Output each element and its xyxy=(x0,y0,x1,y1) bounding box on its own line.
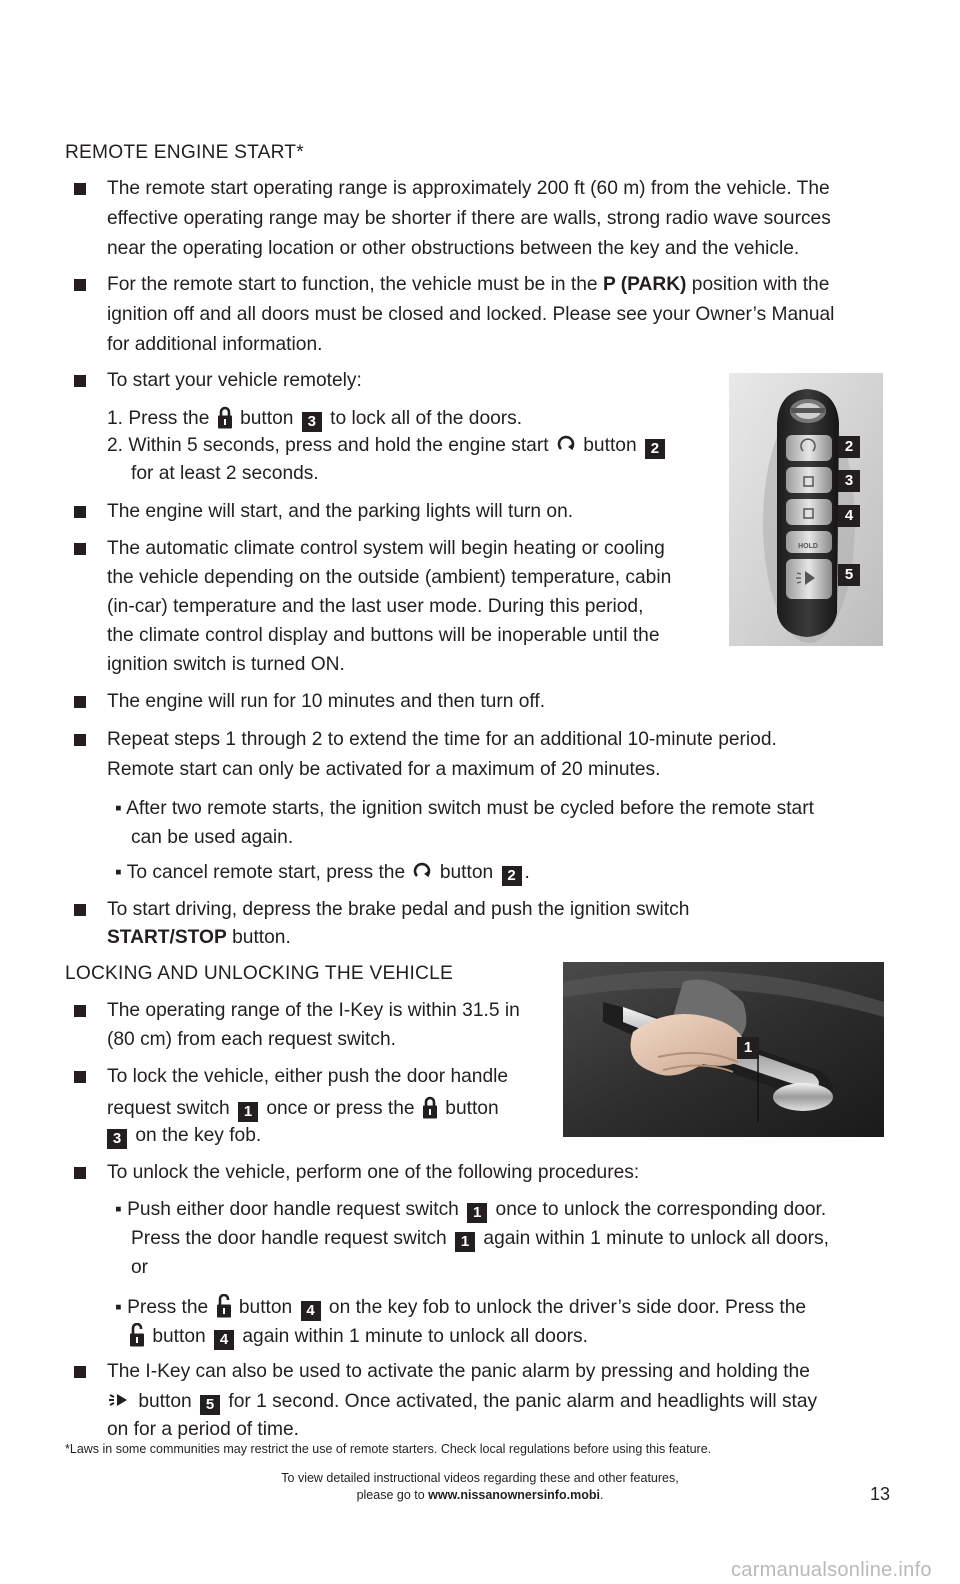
lock-bullet-4-line-2: button 5 for 1 second. Once activated, the panic alarm and headlights will stay xyxy=(107,1389,817,1415)
lock-bullet-1-line-1: The operating range of the I-Key is within 31.5 in xyxy=(107,1000,520,1021)
bullet-square xyxy=(74,1005,86,1017)
remote-step-1: 1. Press the button 3 to lock all of the doors. xyxy=(107,405,522,432)
unlock-option-1-line-2: Press the door handle request switch 1 again within 1 minute to unlock all doors, xyxy=(131,1228,829,1250)
bullet-square xyxy=(74,279,86,291)
remote-note-1-line-2: can be used again. xyxy=(131,827,294,848)
bullet-square xyxy=(74,904,86,916)
remote-note-1-line-1: ▪ After two remote starts, the ignition switch must be cycled before the remote start xyxy=(115,798,814,819)
section-heading-locking: LOCKING AND UNLOCKING THE VEHICLE xyxy=(65,963,453,984)
remote-step-2: 2. Within 5 seconds, press and hold the engine start button 2 xyxy=(107,434,668,459)
website-link[interactable]: www.nissanownersinfo.mobi xyxy=(428,1488,600,1502)
remote-bullet-8-line-2: START/STOP button. xyxy=(107,927,291,948)
engine-start-icon xyxy=(412,861,432,881)
callout-badge-2: 2 xyxy=(502,866,522,886)
bullet-square xyxy=(74,375,86,387)
fob-callout-3: 3 xyxy=(838,470,860,492)
callout-badge-3: 3 xyxy=(107,1129,127,1149)
callout-badge-5: 5 xyxy=(200,1395,220,1415)
remote-bullet-5-line-2: the vehicle depending on the outside (ambient) temperature, cabin xyxy=(107,567,672,588)
remote-bullet-3: To start your vehicle remotely: xyxy=(107,370,362,391)
remote-step-2-cont: for at least 2 seconds. xyxy=(131,463,319,484)
bullet-square xyxy=(74,1167,86,1179)
video-note-line-2: please go to www.nissanownersinfo.mobi. xyxy=(356,1488,604,1502)
callout-badge-2: 2 xyxy=(645,439,665,459)
remote-bullet-1-line-3: near the operating location or other obstructions between the key and the vehicle. xyxy=(107,238,800,259)
lock-bullet-2-line-3: 3 on the key fob. xyxy=(107,1124,261,1149)
remote-bullet-7-line-2: Remote start can only be activated for a maximum of 20 minutes. xyxy=(107,759,661,780)
section-heading-remote-start: REMOTE ENGINE START* xyxy=(65,142,304,163)
remote-bullet-5-line-4: the climate control display and buttons will be inoperable until the xyxy=(107,625,660,646)
remote-bullet-7-line-1: Repeat steps 1 through 2 to extend the time for an additional 10-minute period. xyxy=(107,729,777,750)
callout-badge-1: 1 xyxy=(455,1232,475,1252)
fob-callout-4: 4 xyxy=(838,505,860,527)
remote-bullet-4: The engine will start, and the parking lights will turn on. xyxy=(107,501,574,522)
unlock-option-2-line-1: ▪ Press the button 4 on the key fob to unlock the driver’s side door. Press the xyxy=(115,1294,806,1321)
bullet-square xyxy=(74,734,86,746)
video-note-line-1: To view detailed instructional videos regarding these and other features, xyxy=(281,1471,679,1485)
fob-callout-2: 2 xyxy=(838,436,860,458)
remote-bullet-1-line-1: The remote start operating range is approximately 200 ft (60 m) from the vehicle. The xyxy=(107,178,830,199)
callout-badge-4: 4 xyxy=(301,1301,321,1321)
fob-hold-label: HOLD xyxy=(798,543,818,550)
door-handle-photo xyxy=(563,962,884,1137)
unlock-option-2-line-2: button 4 again within 1 minute to unlock all doors. xyxy=(127,1323,588,1350)
remote-bullet-6: The engine will run for 10 minutes and then turn off. xyxy=(107,691,546,712)
remote-bullet-8-line-1: To start driving, depress the brake pedal and push the ignition switch xyxy=(107,899,690,920)
unlock-option-1-line-1: ▪ Push either door handle request switch 1 once to unlock the corresponding door. xyxy=(115,1199,827,1221)
bullet-square xyxy=(74,506,86,518)
engine-start-icon xyxy=(556,434,576,454)
fob-callout-5: 5 xyxy=(838,564,860,586)
lock-bullet-2-line-2: request switch 1 once or press the button xyxy=(107,1095,499,1122)
remote-bullet-2-line-2: ignition off and all doors must be closed and locked. Please see your Owner’s Manual xyxy=(107,304,835,325)
remote-bullet-5-line-5: ignition switch is turned ON. xyxy=(107,654,345,675)
remote-bullet-5-line-3: (in-car) temperature and the last user mode. During this period, xyxy=(107,596,644,617)
callout-badge-1: 1 xyxy=(238,1102,258,1122)
callout-badge-3: 3 xyxy=(302,412,322,432)
lock-icon xyxy=(422,1095,438,1119)
lock-bullet-4-line-3: on for a period of time. xyxy=(107,1419,299,1440)
page-number: 13 xyxy=(870,1484,891,1504)
lock-icon xyxy=(217,405,233,429)
key-fob-photo xyxy=(729,373,883,646)
lock-bullet-4-line-1: The I-Key can also be used to activate the panic alarm by pressing and holding the xyxy=(107,1361,810,1382)
bullet-square xyxy=(74,543,86,555)
panic-icon xyxy=(107,1389,131,1411)
callout-badge-4: 4 xyxy=(214,1330,234,1350)
unlock-icon xyxy=(129,1323,145,1347)
footnote-remote-starters: *Laws in some communities may restrict the use of remote starters. Check local regulations before using this feature. xyxy=(65,1442,712,1456)
bullet-square xyxy=(74,696,86,708)
lock-bullet-2-line-1: To lock the vehicle, either push the door handle xyxy=(107,1066,509,1087)
remote-bullet-1-line-2: effective operating range may be shorter if there are walls, strong radio wave sources xyxy=(107,208,831,229)
bullet-square xyxy=(74,1071,86,1083)
remote-bullet-5-line-1: The automatic climate control system will begin heating or cooling xyxy=(107,538,665,559)
bullet-square xyxy=(74,183,86,195)
unlock-icon xyxy=(216,1294,232,1318)
lock-bullet-1-line-2: (80 cm) from each request switch. xyxy=(107,1029,396,1050)
unlock-option-1-line-3: or xyxy=(131,1257,149,1278)
lock-bullet-3: To unlock the vehicle, perform one of the following procedures: xyxy=(107,1162,640,1183)
remote-bullet-2-line-3: for additional information. xyxy=(107,334,323,355)
bullet-square xyxy=(74,1366,86,1378)
watermark: carmanualsonline.info xyxy=(731,1559,932,1581)
callout-badge-1: 1 xyxy=(467,1203,487,1223)
remote-bullet-2-line-1: For the remote start to function, the vehicle must be in the P (PARK) position with the xyxy=(107,274,830,295)
remote-note-2: ▪ To cancel remote start, press the button 2 . xyxy=(115,862,530,884)
door-callout-1: 1 xyxy=(737,1037,759,1059)
